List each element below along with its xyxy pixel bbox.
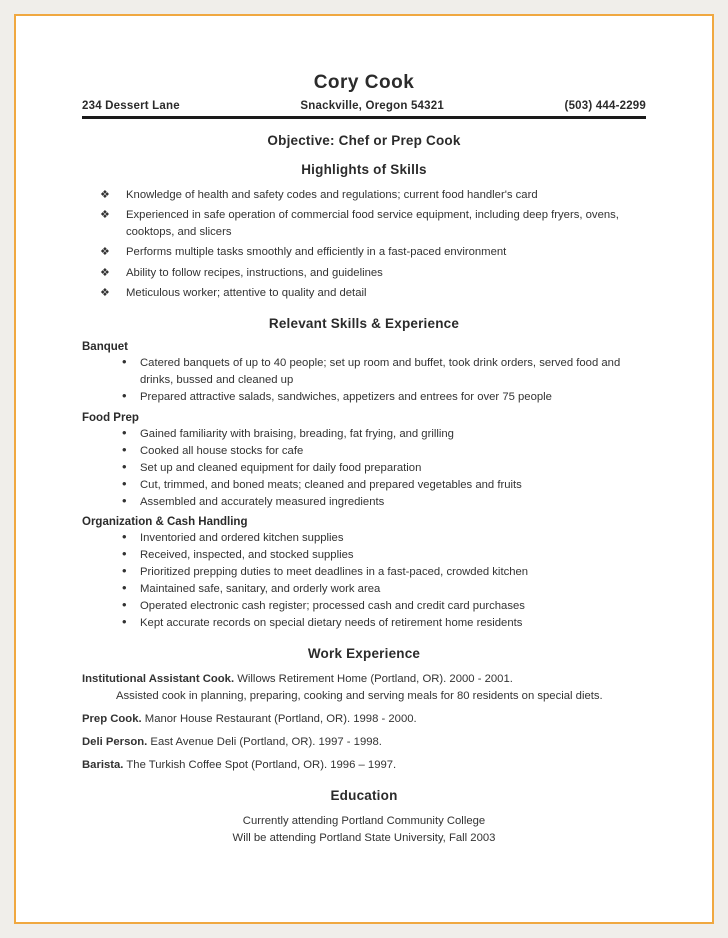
work-entry (82, 671, 646, 705)
work-entry-title: Barista. (82, 758, 124, 771)
diamond-bullet-icon: ❖ (100, 266, 110, 279)
dot-bullet-icon: • (122, 458, 127, 474)
subgroup-banquet (82, 341, 646, 406)
list-item-text: Experienced in safe operation of commercial food service equipment, including deep fryers, ovens, cooktops, and slicers (126, 209, 619, 239)
highlights-list (82, 187, 646, 302)
list-item (122, 426, 646, 443)
dot-bullet-icon: • (122, 475, 127, 491)
list-item-text: Kept accurate records on special dietary needs of retirement home residents (140, 617, 523, 630)
list-item (122, 389, 646, 406)
contact-city-state-zip: Snackville, Oregon 54321 (300, 100, 444, 112)
list-item-text: Prioritized prepping duties to meet deadlines in a fast-paced, crowded kitchen (140, 566, 529, 579)
list-item-text: Maintained safe, sanitary, and orderly work area (140, 583, 381, 596)
list-item-text: Cooked all house stocks for cafe (140, 444, 304, 457)
page-title: Cory Cook (313, 72, 415, 93)
work-entry-summary: The Turkish Coffee Spot (Portland, OR). 1996 – 1997. (123, 758, 397, 771)
list-item-text: Gained familiarity with braising, breading, fat frying, and grilling (140, 427, 454, 440)
organization-list (82, 530, 646, 632)
list-item (122, 530, 646, 547)
work-entry-detail: Assisted cook in planning, preparing, cooking and serving meals for 80 residents on special diets. (116, 690, 603, 702)
work-entry-summary: East Avenue Deli (Portland, OR). 1997 - 1998. (147, 735, 382, 748)
list-item (122, 581, 646, 598)
diamond-bullet-icon: ❖ (100, 246, 110, 259)
list-item (122, 564, 646, 581)
education-line: Currently attending Portland Community College (242, 814, 486, 827)
work-entry-summary: Willows Retirement Home (Portland, OR). 2000 - 2001. (234, 673, 513, 686)
dot-bullet-icon: • (122, 580, 127, 596)
list-item (100, 207, 646, 241)
list-item (100, 265, 646, 282)
dot-bullet-icon: • (122, 614, 127, 630)
section-title-highlights: Highlights of Skills (301, 162, 427, 177)
work-entry-summary: Manor House Restaurant (Portland, OR). 1998 - 2000. (141, 712, 417, 725)
subgroup-label: Banquet (82, 340, 128, 353)
dot-bullet-icon: • (122, 424, 127, 440)
list-item-text: Knowledge of health and safety codes and regulations; current food handler's card (126, 189, 538, 201)
dot-bullet-icon: • (122, 529, 127, 545)
list-item-text: Catered banquets of up to 40 people; set up room and buffet, took drink orders, served food and drinks, bussed and cleaned up (140, 356, 621, 386)
list-item-text: Cut, trimmed, and boned meats; cleaned and prepared vegetables and fruits (140, 478, 522, 491)
work-entry (82, 711, 646, 728)
list-item-text: Received, inspected, and stocked supplies (140, 549, 354, 562)
work-entry-title: Institutional Assistant Cook. (82, 673, 235, 686)
list-item-text: Operated electronic cash register; processed cash and credit card purchases (140, 600, 525, 613)
list-item-text: Ability to follow recipes, instructions, and guidelines (126, 266, 383, 279)
subgroup-food-prep (82, 412, 646, 511)
list-item (122, 443, 646, 460)
list-item (122, 355, 646, 389)
section-title-education: Education (330, 787, 398, 803)
header-divider (82, 116, 646, 119)
work-entry-title: Deli Person. (82, 735, 148, 748)
dot-bullet-icon: • (122, 546, 127, 562)
education-line: Will be attending Portland State University, Fall 2003 (232, 832, 496, 845)
list-item (100, 244, 646, 261)
list-item-text: Performs multiple tasks smoothly and efficiently in a fast-paced environment (126, 246, 507, 259)
food-prep-list (82, 426, 646, 511)
work-entry (82, 734, 646, 751)
list-item-text: Inventoried and ordered kitchen supplies (140, 532, 344, 545)
objective-line: Objective: Chef or Prep Cook (267, 133, 461, 148)
list-item (122, 494, 646, 511)
document-page (14, 14, 714, 924)
dot-bullet-icon: • (122, 492, 127, 508)
dot-bullet-icon: • (122, 597, 127, 613)
list-item (100, 285, 646, 302)
education-lines (82, 813, 646, 848)
dot-bullet-icon: • (122, 441, 127, 457)
work-entry-title: Prep Cook. (82, 712, 142, 725)
diamond-bullet-icon: ❖ (100, 189, 110, 201)
subgroup-organization-cash (82, 516, 646, 632)
list-item-text: Meticulous worker; attentive to quality and detail (126, 286, 367, 299)
dot-bullet-icon: • (122, 563, 127, 579)
dot-bullet-icon: • (122, 353, 127, 369)
list-item (122, 547, 646, 564)
banquet-list (82, 355, 646, 406)
list-item-text: Set up and cleaned equipment for daily food preparation (140, 461, 422, 474)
contact-phone: (503) 444-2299 (564, 100, 646, 112)
contact-address: 234 Dessert Lane (82, 100, 180, 112)
resume-sheet (16, 16, 712, 922)
subgroup-label: Organization & Cash Handling (82, 516, 248, 529)
list-item (100, 187, 646, 204)
list-item (122, 477, 646, 494)
list-item (122, 615, 646, 632)
section-title-relevant: Relevant Skills & Experience (268, 315, 460, 331)
list-item (122, 460, 646, 477)
list-item-text: Prepared attractive salads, sandwiches, appetizers and entrees for over 75 people (140, 390, 552, 403)
subgroup-label: Food Prep (82, 411, 139, 424)
list-item-text: Assembled and accurately measured ingredients (140, 495, 385, 508)
section-title-work: Work Experience (307, 646, 421, 662)
list-item (122, 598, 646, 615)
diamond-bullet-icon: ❖ (100, 286, 110, 299)
dot-bullet-icon: • (122, 387, 127, 403)
diamond-bullet-icon: ❖ (100, 209, 110, 222)
contact-row (82, 100, 646, 116)
work-entry (82, 757, 646, 774)
